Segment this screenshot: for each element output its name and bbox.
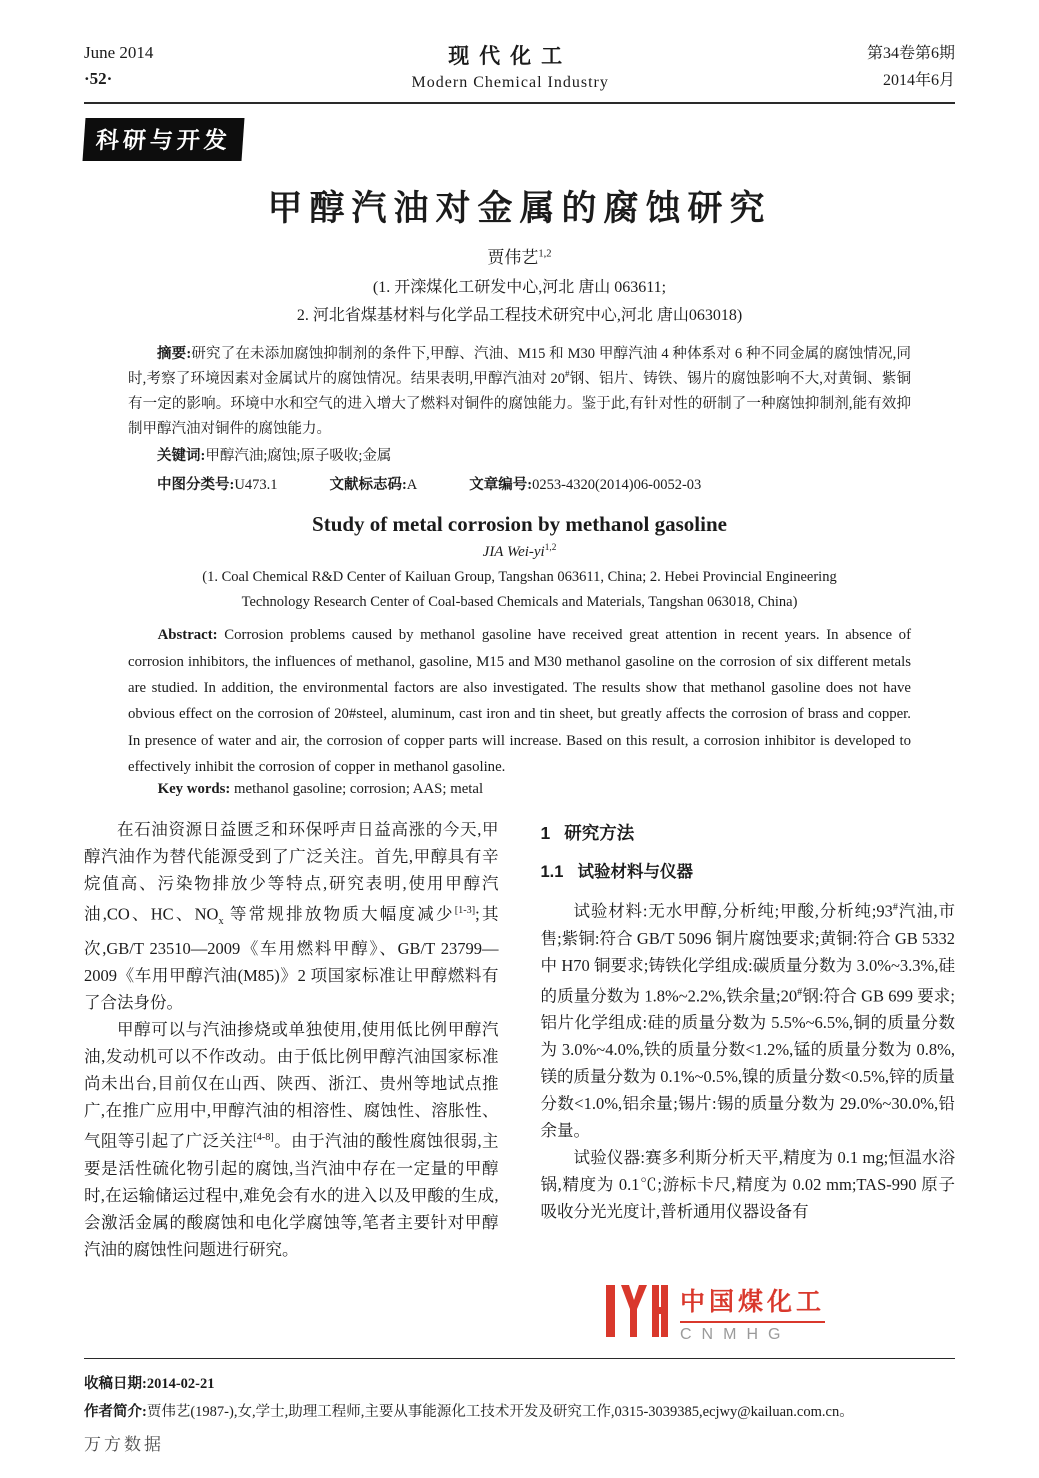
- journal-name-en: Modern Chemical Industry: [411, 74, 609, 91]
- keywords-en-text: methanol gasoline; corrosion; AAS; metal: [234, 781, 484, 798]
- abstract-cn: [128, 342, 911, 442]
- subsection-number: 1.1: [540, 863, 564, 882]
- abstract-en: [128, 622, 911, 780]
- received-date-line: [84, 1370, 955, 1398]
- abstract-cn-text: 研究了在未添加腐蚀抑制剂的条件下,甲醇、汽油、M15 和 M30 甲醇汽油 4 种体系对 6 种不同金属的腐蚀情况,同时,考察了环境因素对金属试片的腐蚀情况。结果表明,甲醇汽油对 20#钢、铝片、铸铁、锡片的腐蚀影响不大,对黄铜、紫铜有一定的影响。环境中水和空气的进入增大了燃料对铜件的腐蚀能力。鉴于此,有针对性的研制了一种腐蚀抑制剂,能有效抑制甲醇汽油对铜件的腐蚀能力。: [128, 346, 912, 438]
- subsection-title: 试验材料与仪器: [577, 863, 693, 882]
- cnmhg-logo-icon: [606, 1285, 668, 1342]
- section-title: 研究方法: [564, 823, 635, 844]
- keywords-cn: [128, 444, 911, 469]
- abstract-en-label: Abstract:: [157, 627, 218, 644]
- classification-line: [128, 473, 911, 494]
- keywords-cn-text: 甲醇汽油;腐蚀;原子吸收;金属: [205, 448, 392, 465]
- author-name-cn: 贾伟艺: [487, 248, 539, 268]
- keywords-en: [128, 781, 911, 798]
- footnotes: [84, 1370, 955, 1427]
- affiliation-line: 2. 河北省煤基材料与化学品工程技术研究中心,河北 唐山063018): [296, 307, 743, 325]
- author-bio-value: 贾伟艺(1987-),女,学士,助理工程师,主要从事能源化工技术开发及研究工作,0315-3039385,ecjwy@kailuan.com.cn。: [146, 1404, 854, 1421]
- author-affil-sup: 1,2: [538, 248, 552, 260]
- section-number: 1: [540, 823, 551, 844]
- author-bio-label: 作者简介:: [84, 1404, 147, 1421]
- watermark-text-cn: 中国煤化工: [680, 1282, 825, 1323]
- received-date-value: 2014-02-21: [146, 1376, 215, 1392]
- footer-rule: [84, 1358, 955, 1359]
- section-heading-1-1: [541, 859, 956, 886]
- article-number: [469, 473, 701, 494]
- left-column: [84, 816, 499, 1262]
- header-rule: [84, 102, 955, 104]
- author-en-affil-sup: 1,2: [544, 543, 557, 554]
- journal-name-cn: 现代化工: [448, 44, 573, 68]
- article-title-en: Study of metal corrosion by methanol gasoline: [312, 512, 727, 537]
- section-badge: 科研与开发: [82, 118, 244, 161]
- author-bio-line: [84, 1398, 955, 1426]
- abstract-en-text: Corrosion problems caused by methanol gasoline have received great attention in recent years. In absence of corrosion inhibitors, the influences of methanol, gasoline, M15 and M30 methanol gasoline on the corrosion of six different metals are studied. In addition, the environmental factors are also investigated. The results show that methanol gasoline does not have obvious effect on the corrosion of 20#steel, aluminum, cast iron and tin sheet, but greatly affects the corrosion of brass and copper. In presence of water and air, the corrosion of copper parts will increase. Based on this result, a corrosion inhibitor is developed to effectively inhibit the corrosion of copper in methanol gasoline.: [128, 627, 912, 775]
- article-no-value: 0253-4320(2014)06-0052-03: [532, 477, 702, 494]
- volume-issue: 第34卷第6期: [866, 45, 955, 62]
- keywords-cn-label: 关键词:: [157, 448, 206, 465]
- affiliation-en-line: (1. Coal Chemical R&D Center of Kailuan Group, Tangshan 063611, China; 2. Hebei Provincial Engineering: [202, 569, 837, 586]
- author-en: [84, 543, 955, 561]
- received-date-label: 收稿日期:: [84, 1376, 147, 1392]
- header-right: [867, 40, 955, 94]
- article-title-cn: 甲醇汽油对金属的腐蚀研究: [267, 189, 772, 229]
- watermark-text-en: CNMHG: [680, 1326, 791, 1343]
- clc-value: U473.1: [234, 477, 278, 494]
- issue-date-cn: 2014年6月: [882, 72, 955, 90]
- body-paragraph: 试验材料:无水甲醇,分析纯;甲酸,分析纯;93#汽油,市售;紫铜:符合 GB/T 5096 铜片腐蚀要求;黄铜:符合 GB 5332 中 H70 铜要求;铸铁化学组成:碳质量分数为 3.0%~3.3%,硅的质量分数为 1.8%~2.2%,铁余量;20#钢:符合 GB 699 要求;铝片化学组成:硅的质量分数为 5.5%~6.5%,铜的质量分数为 3.0%~4.0%,铁的质量分数<1.2%,锰的质量分数为 0.8%,镁的质量分数为 0.1%~0.5%,镍的质量分数<0.5%,锌的质量分数<1.0%,铝余量;锡片:锡的质量分数为 29.0%~30.0%,铅余量。: [540, 901, 955, 1141]
- document-code: [329, 473, 417, 494]
- affiliations-en: [84, 565, 955, 614]
- affiliation-line: (1. 开滦煤化工研发中心,河北 唐山 063611;: [372, 279, 667, 297]
- affiliations-cn: [84, 274, 955, 330]
- author-name-en: JIA Wei-yi: [482, 544, 545, 561]
- article-no-label: 文章编号:: [469, 477, 533, 494]
- author-cn: [84, 243, 955, 268]
- journal-header: [84, 40, 955, 94]
- page-number: ·52·: [84, 69, 113, 89]
- wanfang-data-mark: 万方数据: [84, 1435, 164, 1454]
- clc-number: [157, 473, 277, 494]
- body-paragraph: 在石油资源日益匮乏和环保呼声日益高涨的今天,甲醇汽油作为替代能源受到了广泛关注。首先,甲醇具有辛烷值高、污染物排放少等特点,研究表明,使用甲醇汽油,CO、HC、$NO_x$ 等常规排放物质大幅度减少[1-3];其次,GB/T 23510—2009《车用燃料甲醇》、GB/T 23799—2009《车用甲醇汽油(M85)》2 项国家标准让甲醇燃料有了合法身份。: [84, 820, 499, 1013]
- doc-code-label: 文献标志码:: [329, 477, 407, 494]
- keywords-en-label: Key words:: [157, 781, 231, 798]
- header-center: [412, 40, 609, 92]
- section-heading-1: [541, 820, 956, 847]
- body-paragraph: 试验仪器:赛多利斯分析天平,精度为 0.1 mg;恒温水浴锅,精度为 0.1℃;游标卡尺,精度为 0.02 mm;TAS-990 原子吸收分光光度计,普析通用仪器设备有: [540, 1148, 955, 1222]
- doc-code-value: A: [406, 477, 418, 494]
- clc-label: 中图分类号:: [157, 477, 235, 494]
- cnmhg-watermark: [606, 1278, 864, 1348]
- header-left: [84, 40, 153, 93]
- abstract-cn-label: 摘要:: [157, 346, 192, 363]
- affiliation-en-line: Technology Research Center of Coal-based Chemicals and Materials, Tangshan 063018, China): [241, 593, 798, 610]
- cnmhg-watermark-text: [680, 1282, 825, 1344]
- body-columns: [84, 816, 955, 1262]
- body-paragraph: 甲醇可以与汽油掺烧或单独使用,使用低比例甲醇汽油,发动机可以不作改动。由于低比例甲醇汽油国家标准尚未出台,目前仅在山西、陕西、浙江、贵州等地试点推广,在推广应用中,甲醇汽油的相溶性、腐蚀性、溶胀性、气阻等引起了广泛关注[4-8]。由于汽油的酸性腐蚀很弱,主要是活性硫化物引起的腐蚀,当汽油中存在一定量的甲醇时,在运输储运过程中,难免会有水的进入以及甲酸的生成,会激活金属的酸腐蚀和电化学腐蚀等,笔者主要针对甲醇汽油的腐蚀性问题进行研究。: [84, 1020, 499, 1259]
- right-column: [541, 816, 956, 1262]
- issue-date-en: June 2014: [84, 43, 154, 62]
